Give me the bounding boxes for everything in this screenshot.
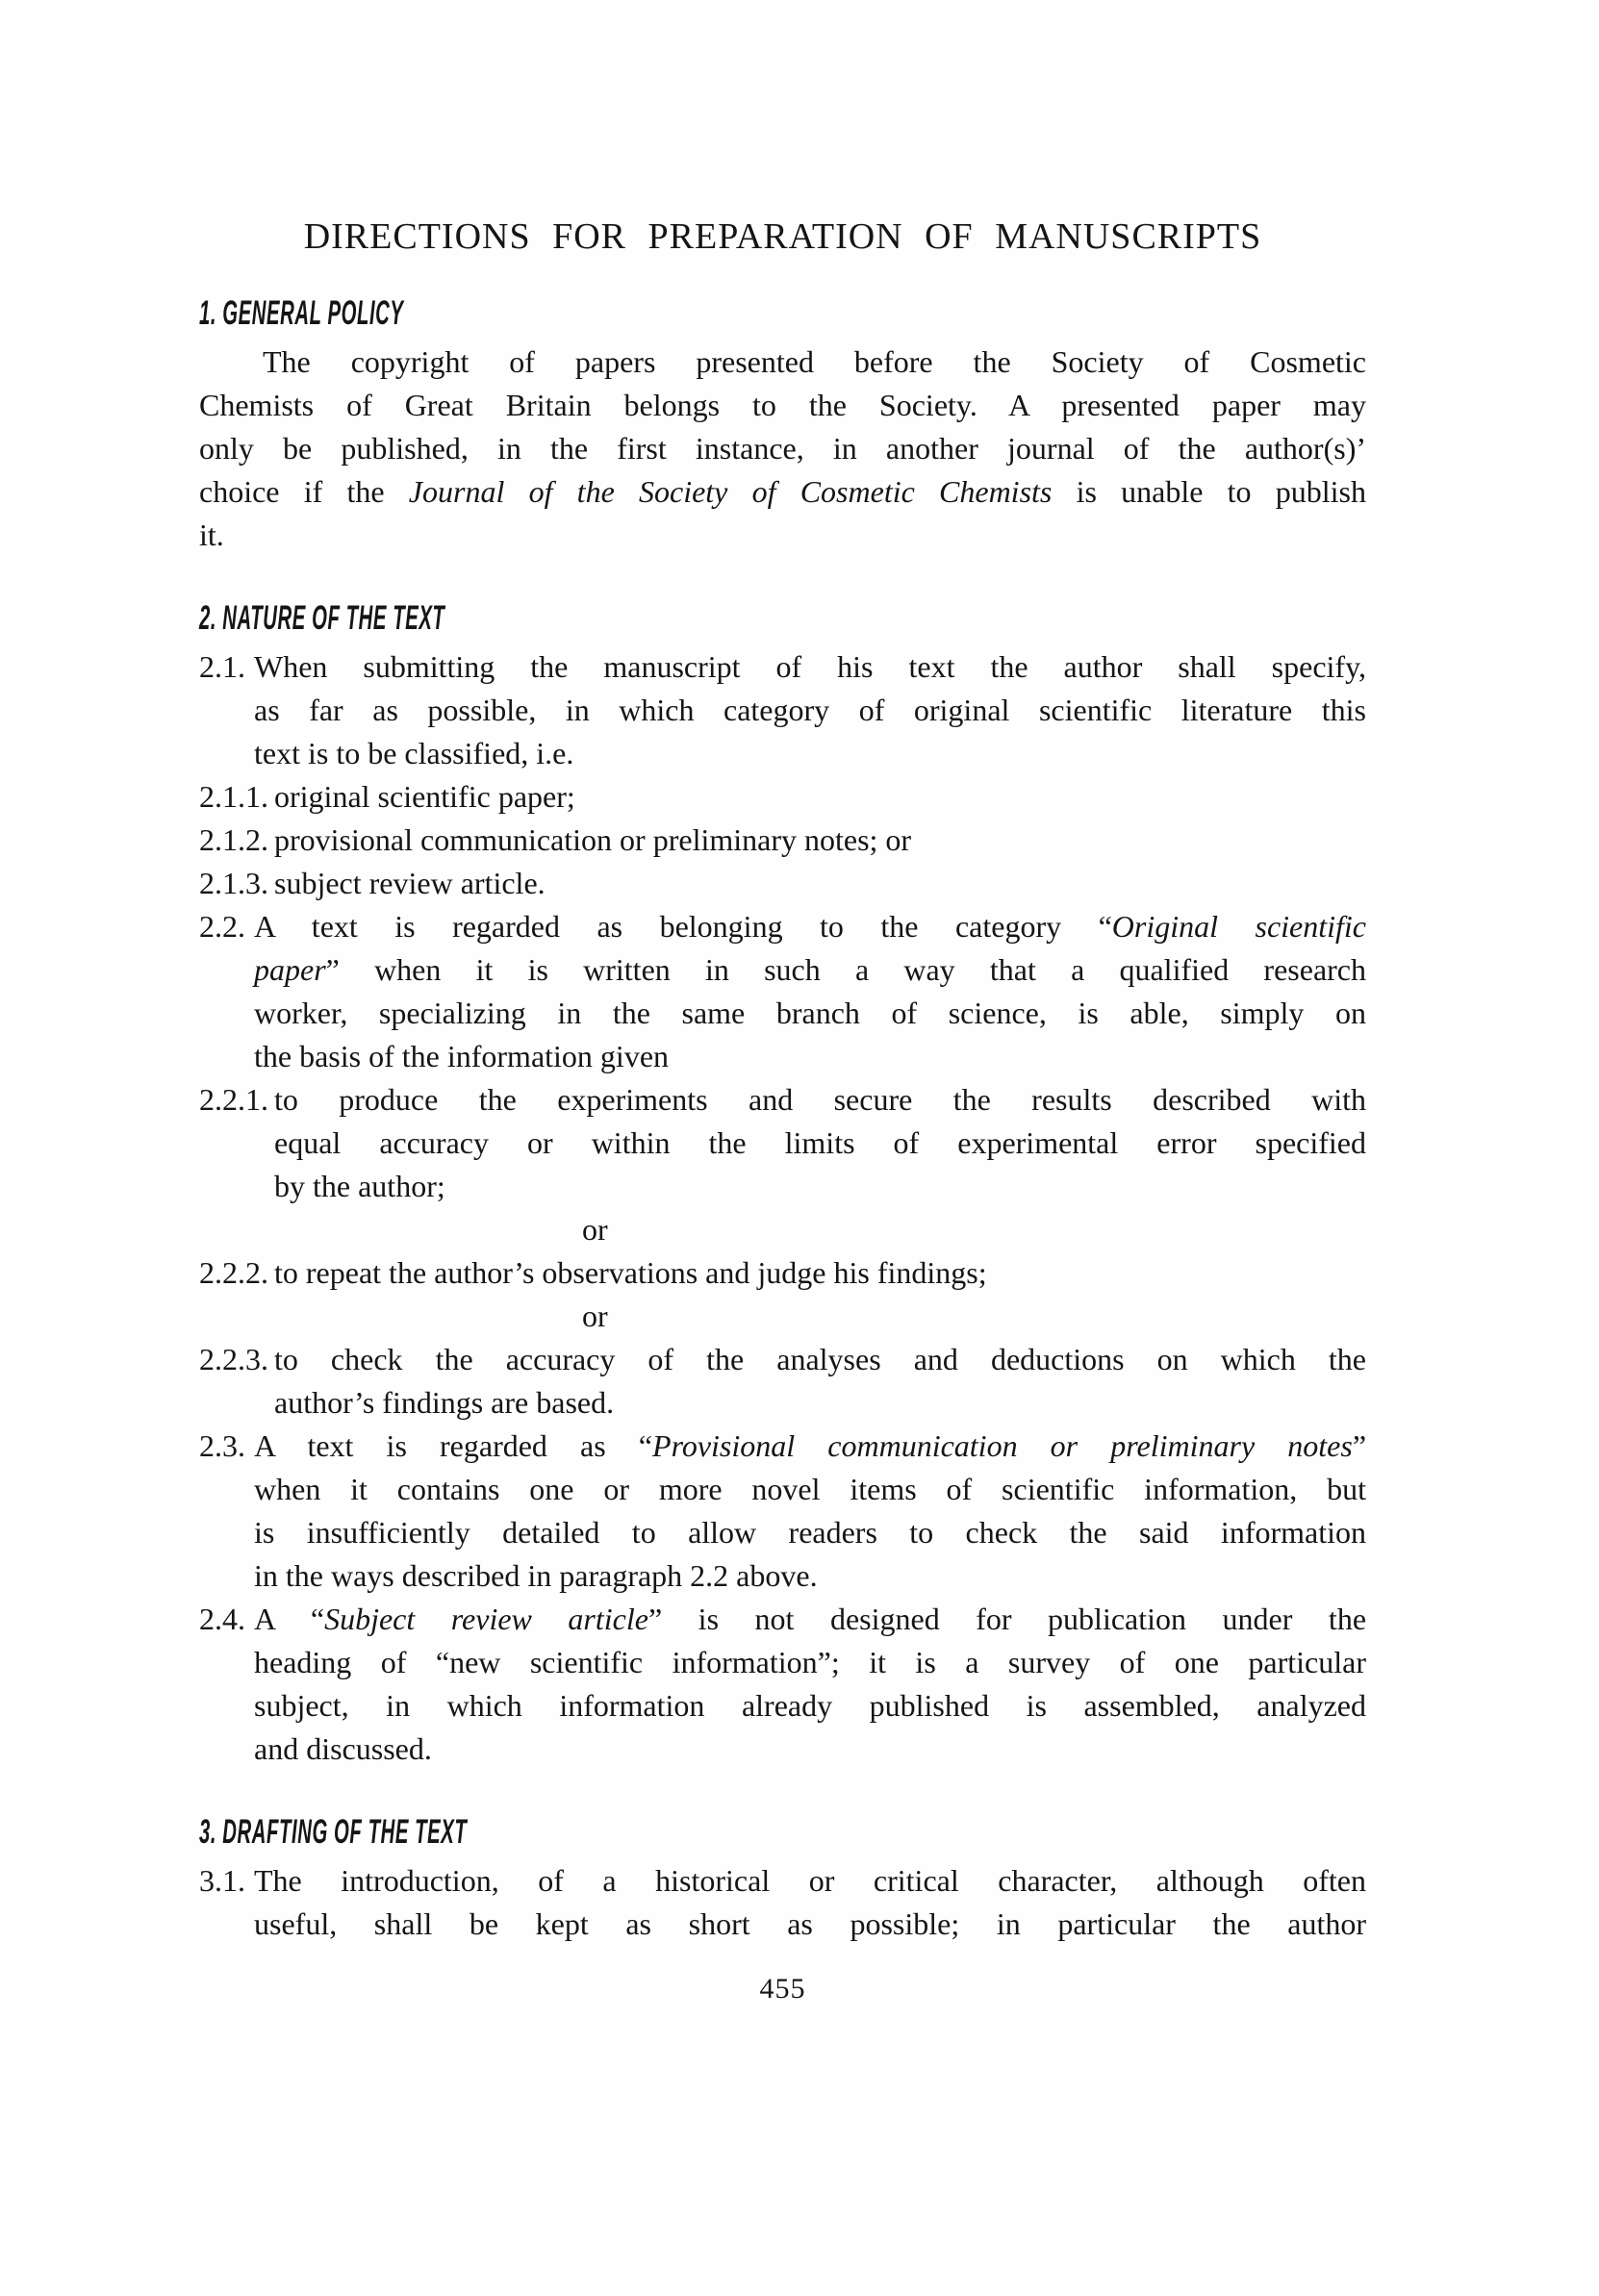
item-number: 2.2. <box>199 909 245 944</box>
item-number: 2.2.1. <box>199 1082 268 1117</box>
italic-run: Journal of the Society of Cosmetic Chemists <box>408 474 1053 509</box>
text-line: paper” when it is written in such a way that a qualified research <box>254 952 1366 987</box>
section-heading: 2. NATURE OF THE TEXT <box>199 599 445 637</box>
text-line: The introduction, of a historical or critical character, although often <box>254 1863 1366 1898</box>
item-text <box>274 862 1366 905</box>
or-connector: or <box>582 1212 608 1247</box>
italic-run: paper <box>254 952 326 987</box>
text-line: A “Subject review article” is not designed for publication under the <box>254 1602 1367 1636</box>
item-text <box>274 1251 1366 1295</box>
numbered-item <box>199 1598 1366 1771</box>
item-number: 2.1.1. <box>199 779 268 814</box>
text-line: equal accuracy or within the limits of experimental error specified <box>274 1125 1366 1160</box>
item-number: 2.1.3. <box>199 866 268 900</box>
section-heading: 3. DRAFTING OF THE TEXT <box>199 1813 468 1851</box>
or-connector: or <box>582 1299 608 1333</box>
text-line: and discussed. <box>254 1731 432 1766</box>
text-line: worker, specializing in the same branch of science, is able, simply on <box>254 996 1366 1030</box>
text-line: it. <box>199 517 224 552</box>
item-text <box>254 905 1366 1078</box>
text-line: as far as possible, in which category of original scientific literature this <box>254 693 1366 727</box>
item-number: 2.1.2. <box>199 822 268 857</box>
text-line: only be published, in the first instance, in another journal of the author(s)’ <box>199 431 1366 466</box>
numbered-item <box>199 1425 1366 1598</box>
numbered-item <box>199 1859 1366 1946</box>
numbered-item <box>199 819 1366 862</box>
item-text <box>274 1078 1366 1208</box>
text-line: original scientific paper; <box>274 779 575 814</box>
item-text <box>254 1598 1366 1771</box>
numbered-item <box>199 905 1366 1078</box>
document-body <box>199 294 1366 1946</box>
document-title: DIRECTIONS FOR PREPARATION OF MANUSCRIPTS <box>303 216 1262 257</box>
numbered-item <box>199 1338 1366 1425</box>
text-line: subject review article. <box>274 866 546 900</box>
item-number: 2.2.2. <box>199 1255 268 1290</box>
item-text <box>274 819 1366 862</box>
text-line: A text is regarded as belonging to the category “Original scientific <box>254 909 1367 944</box>
text-line: in the ways described in paragraph 2.2 above. <box>254 1558 818 1593</box>
numbered-item <box>199 1251 1366 1295</box>
numbered-item <box>199 862 1366 905</box>
item-number: 2.1. <box>199 649 245 684</box>
text-line: A text is regarded as “Provisional communication or preliminary notes” <box>254 1428 1367 1463</box>
italic-run: Provisional communication or preliminary notes <box>652 1428 1353 1463</box>
italic-run: Subject review article <box>324 1602 648 1636</box>
text-line: the basis of the information given <box>254 1039 670 1073</box>
section-heading: 1. GENERAL POLICY <box>199 294 404 332</box>
numbered-item <box>199 775 1366 819</box>
item-number: 2.4. <box>199 1602 245 1636</box>
text-line: subject, in which information already published is assembled, analyzed <box>254 1688 1366 1723</box>
item-number: 3.1. <box>199 1863 245 1898</box>
numbered-item <box>199 1078 1366 1208</box>
text-line: is insufficiently detailed to allow readers to check the said information <box>254 1515 1366 1550</box>
item-text <box>254 645 1366 775</box>
item-text <box>254 1425 1366 1598</box>
text-line: text is to be classified, i.e. <box>254 736 574 770</box>
text-line: choice if the Journal of the Society of Cosmetic Chemists is unable to publish <box>199 474 1366 509</box>
italic-run: Original scientific <box>1111 909 1367 944</box>
item-text <box>274 775 1366 819</box>
page-number: 455 <box>759 1973 806 2005</box>
text-line: author’s findings are based. <box>274 1385 615 1420</box>
text-line: When submitting the manuscript of his text the author shall specify, <box>254 649 1366 684</box>
item-text <box>274 1338 1366 1425</box>
text-line: to check the accuracy of the analyses and deductions on which the <box>274 1342 1366 1376</box>
opening-paragraph <box>199 341 1366 557</box>
numbered-item <box>199 645 1366 775</box>
text-line: Chemists of Great Britain belongs to the Society. A presented paper may <box>199 388 1366 422</box>
text-line: to produce the experiments and secure the results described with <box>274 1082 1366 1117</box>
item-text <box>254 1859 1366 1946</box>
text-line: useful, shall be kept as short as possible; in particular the author <box>254 1906 1366 1941</box>
text-line: to repeat the author’s observations and judge his findings; <box>274 1255 987 1290</box>
item-number: 2.3. <box>199 1428 245 1463</box>
text-line: provisional communication or preliminary notes; or <box>274 822 912 857</box>
text-line: heading of “new scientific information”; it is a survey of one particular <box>254 1645 1366 1679</box>
text-line: by the author; <box>274 1169 445 1203</box>
item-number: 2.2.3. <box>199 1342 268 1376</box>
text-line: The copyright of papers presented before the Society of Cosmetic <box>263 344 1366 379</box>
text-line: when it contains one or more novel items of scientific information, but <box>254 1472 1366 1506</box>
